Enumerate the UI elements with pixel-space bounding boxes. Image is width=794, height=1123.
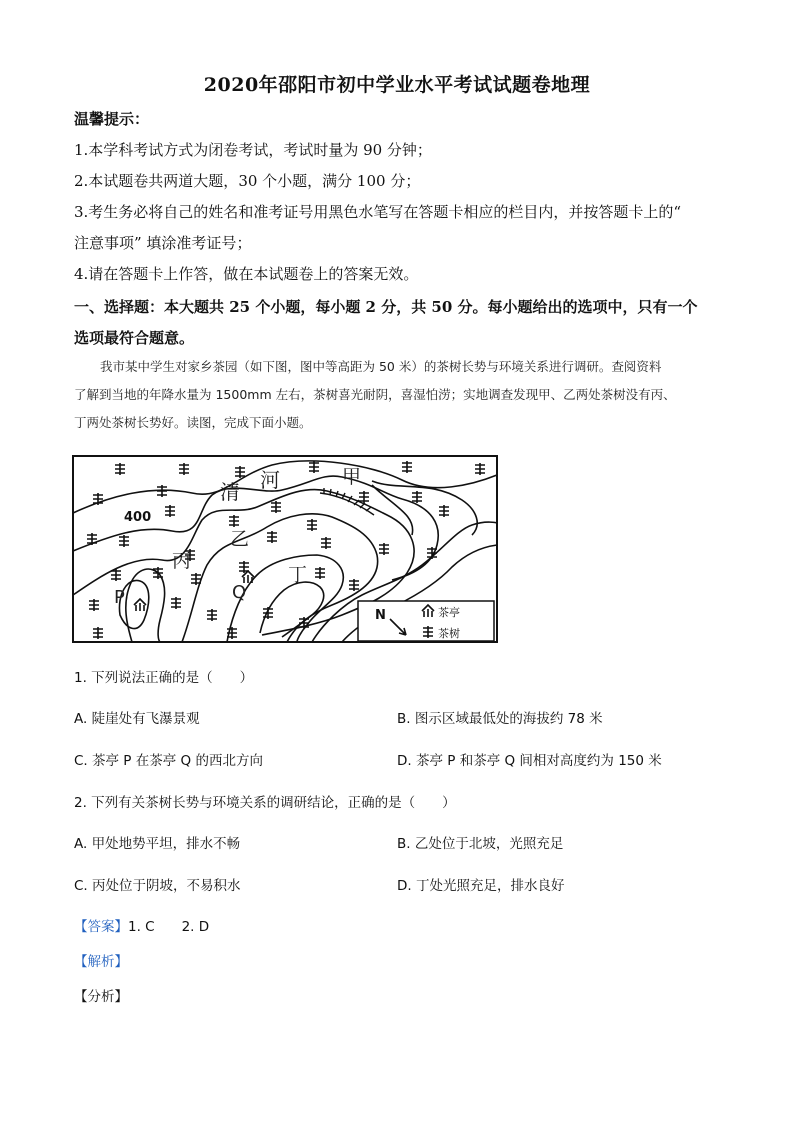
notice-item-4: 4.请在答题卡上作答，做在本试题卷上的答案无效。 [74, 265, 419, 283]
question-2-option-c: C. 丙处位于阴坡，不易积水 [74, 878, 241, 894]
fenxi-tag: 【分析】 [74, 989, 128, 1005]
notice-heading: 温馨提示： [74, 110, 150, 128]
section-heading-cont: 选项最符合题意。 [74, 329, 195, 347]
legend-tea-label: 茶树 [438, 627, 460, 640]
label-ding: 丁 [288, 564, 308, 586]
contour-map [72, 455, 498, 643]
question-1-option-d: D. 茶亭 P 和茶亭 Q 间相对高度约为 150 米 [397, 753, 662, 769]
answer-line [74, 915, 209, 935]
label-p: P [114, 587, 125, 608]
intro-paragraph [74, 353, 724, 437]
question-2-option-b: B. 乙处位于北坡，光照充足 [397, 836, 564, 852]
question-2-stem: 2. 下列有关茶树长势与环境关系的调研结论，正确的是（ ） [74, 795, 456, 811]
legend-pavilion-label: 茶亭 [438, 606, 460, 619]
intro-line-2: 了解到当地的年降水量为 1500mm 左右，茶树喜光耐阴，喜湿怕涝；实地调查发现甲、乙两处茶树没有丙、 [74, 387, 676, 402]
section-heading: 一、选择题：本大题共 25 个小题，每小题 2 分，共 50 分。每小题给出的选项中，只有一个 [74, 298, 698, 316]
label-jia: 甲 [342, 466, 362, 488]
notice-item-3-cont: 注意事项” 填涂准考证号； [74, 234, 252, 252]
question-1-stem: 1. 下列说法正确的是（ ） [74, 670, 254, 686]
label-contour-400: 400 [124, 510, 152, 525]
question-2-option-d: D. 丁处光照充足，排水良好 [397, 878, 565, 894]
notice-item-2: 2.本试题卷共两道大题，30 个小题，满分 100 分； [74, 172, 421, 190]
question-1-option-b: B. 图示区域最低处的海拔约 78 米 [397, 711, 603, 727]
analysis-tag: 【解析】 [74, 954, 128, 970]
answer-tag: 【答案】 [74, 919, 128, 935]
intro-line-1: 我市某中学生对家乡茶园（如下图，图中等高距为 50 米）的茶树长势与环境关系进行调研。查阅资料 [100, 359, 662, 374]
label-bing: 丙 [172, 550, 192, 572]
question-2-option-a: A. 甲处地势平坦，排水不畅 [74, 836, 241, 852]
label-yi: 乙 [230, 528, 250, 550]
label-he: 河 [260, 468, 280, 492]
map-legend [358, 601, 494, 641]
north-label: N [375, 608, 386, 623]
answer-text: 1. C 2. D [128, 919, 210, 935]
notice-item-3: 3.考生务必将自己的姓名和准考证号用黑色水笔写在答题卡相应的栏目内，并按答题卡上的“ [74, 203, 681, 221]
exam-title: 2020年邵阳市初中学业水平考试试题卷地理 [203, 74, 591, 96]
question-1-option-c: C. 茶亭 P 在茶亭 Q 的西北方向 [74, 753, 263, 769]
label-qing: 清 [220, 480, 240, 504]
intro-line-3: 丁两处茶树长势好。读图，完成下面小题。 [74, 415, 312, 430]
notice-item-1: 1.本学科考试方式为闭卷考试，考试时量为 90 分钟； [74, 141, 432, 159]
question-1-option-a: A. 陡崖处有飞瀑景观 [74, 711, 200, 727]
label-q: Q [232, 582, 247, 603]
